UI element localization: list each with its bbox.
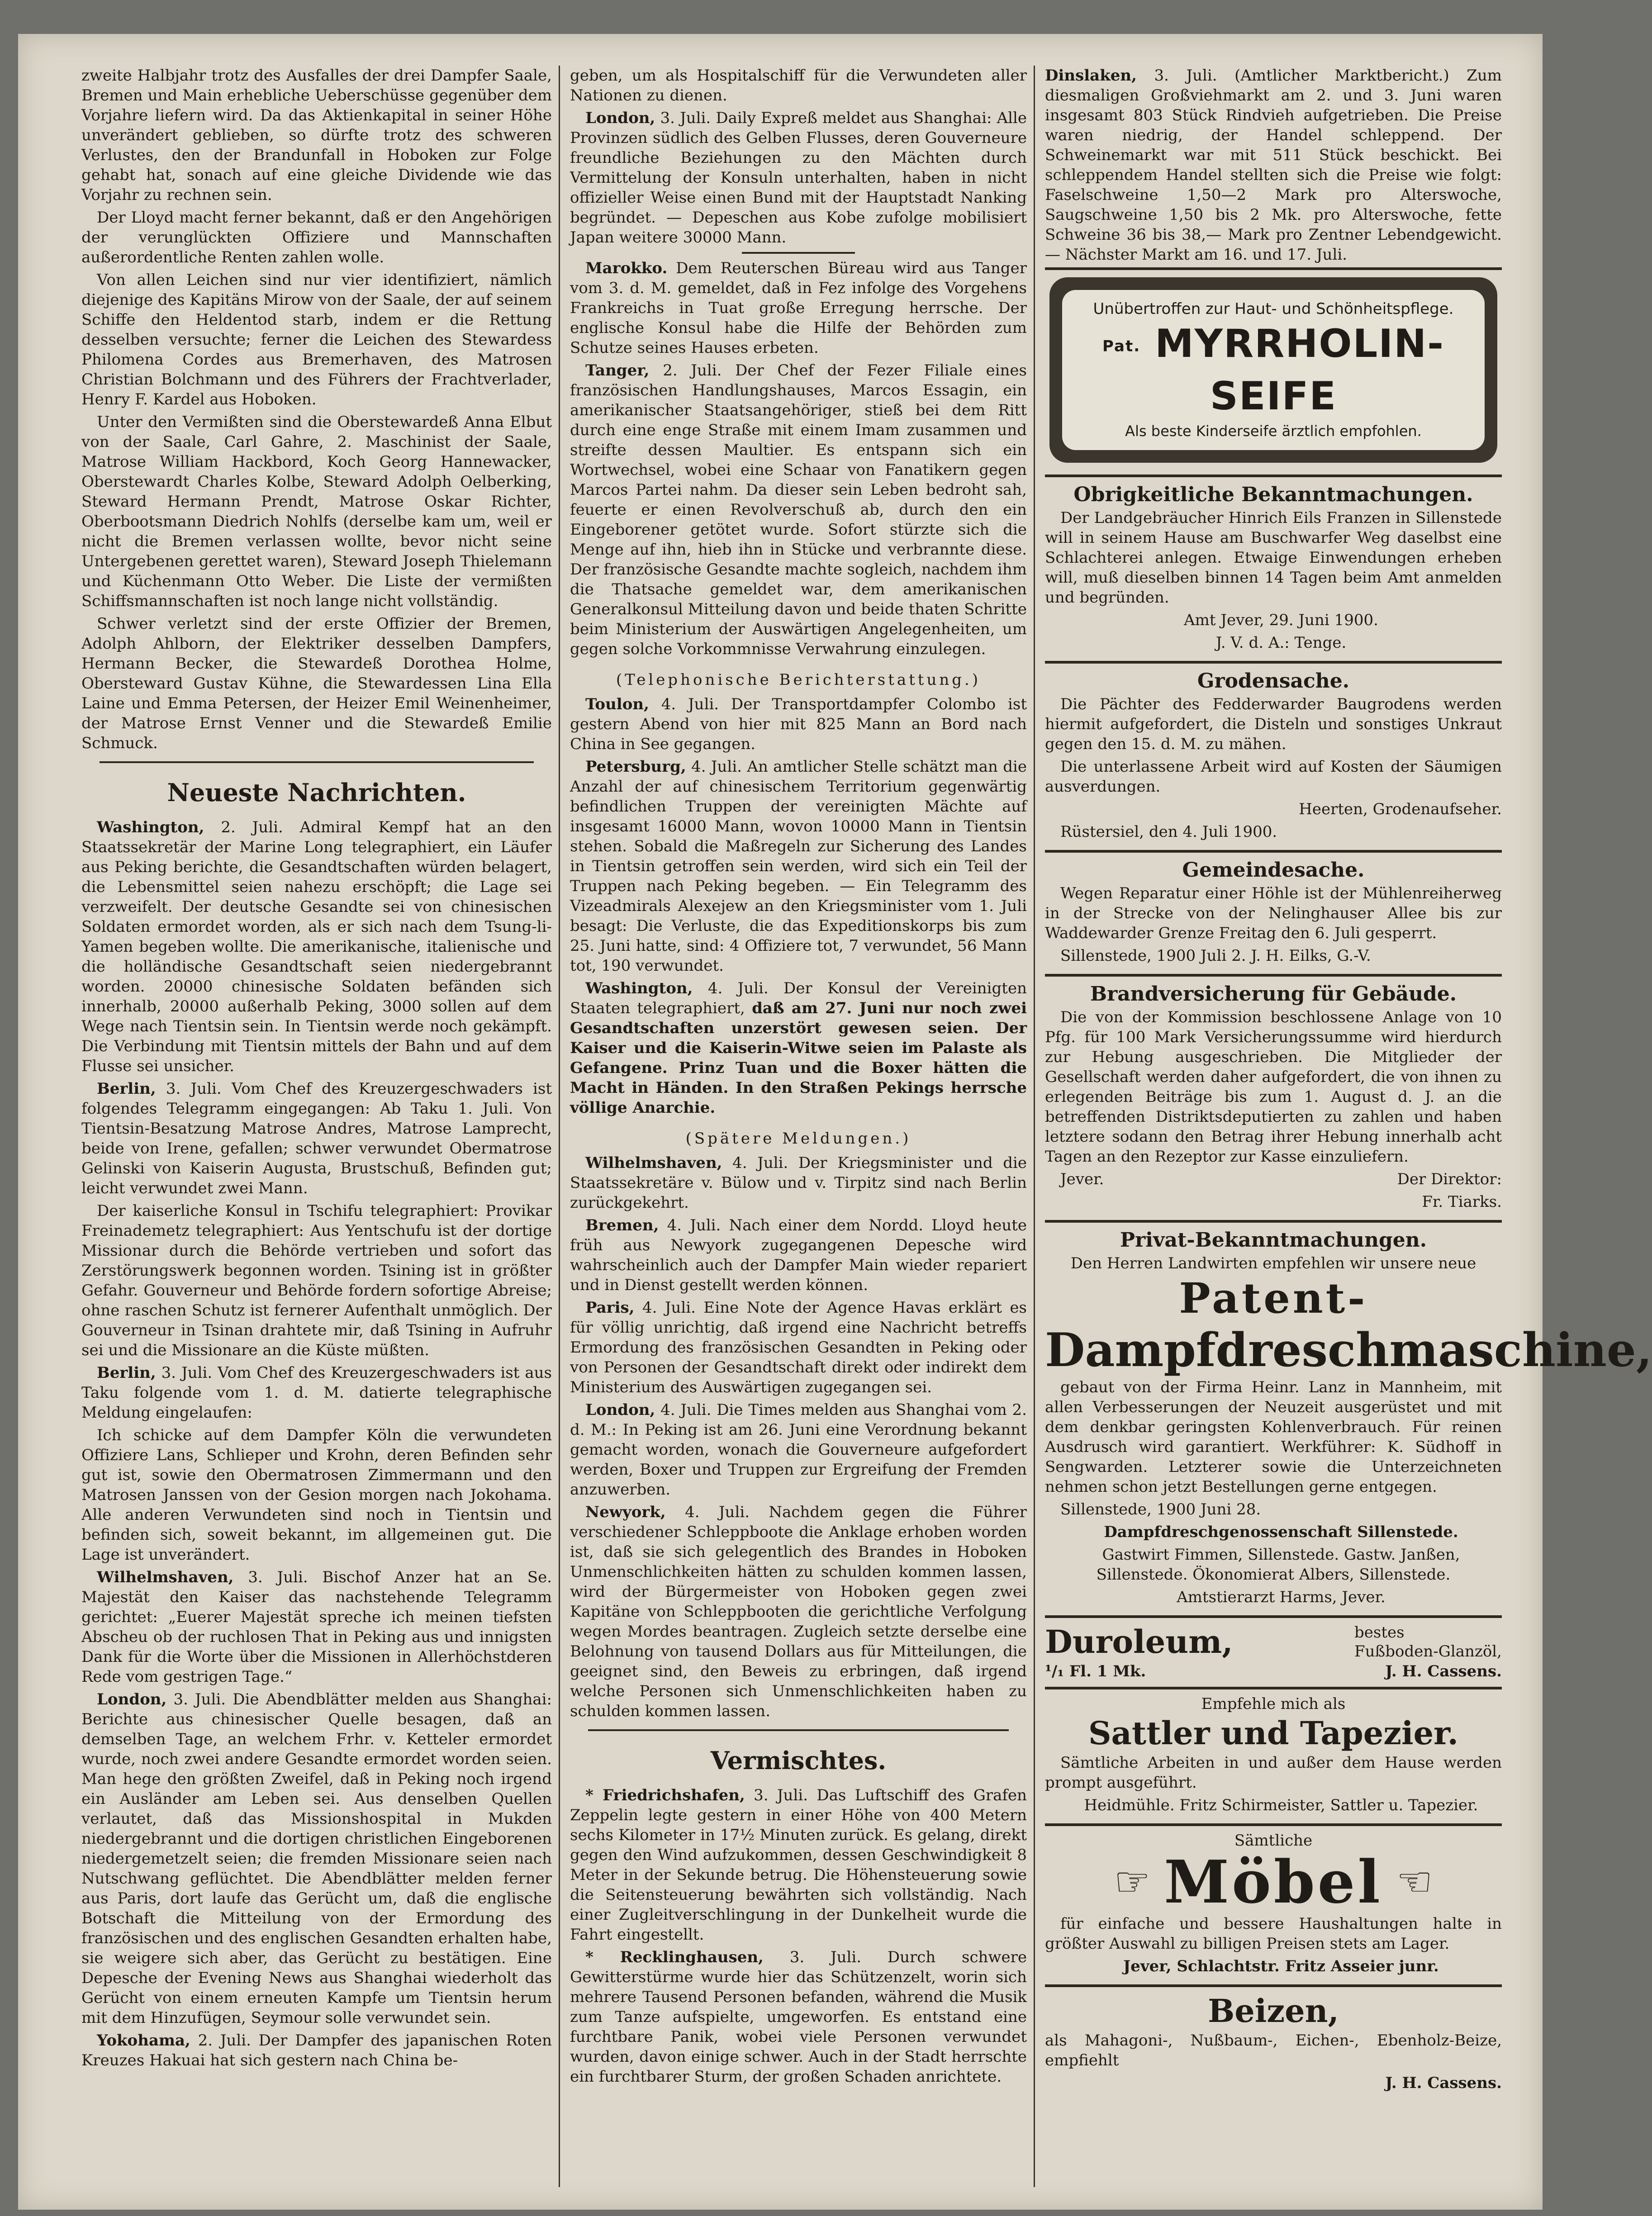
soap-ad-inner (1062, 290, 1485, 450)
notice-title: Brandversicherung für Gebäude. (1090, 982, 1457, 1006)
news-item (570, 978, 1027, 1118)
patent-place: Sillenstede, 1900 Juni 28. (1060, 1500, 1261, 1518)
notice-place (1045, 1169, 1502, 1189)
news-text: 2. Juli. Admiral Kempf hat an den Staatssekretär der Marine Long telegraphiert, ein Läufer aus Peking berichte, die Gesandtschaften würden belagert, die Lebensmittel seien nahezu erschöpft; die Lage sei verzweifelt. Der deutsche Gesandte sei von chinesischen Soldaten ermordet worden, als er sich nach dem Tsung-li-Yamen begeben wollte. Die amerikanische, italienische und die holländische Gesandtschaft seien niedergebrannt worden. 20000 chinesische Soldaten befänden sich innerhalb, 20000 außerhalb Peking, 3000 sollen auf dem Wege nach Tientsin sein. In Tientsin werde noch gekämpft. Die Verbindung mit Tientsin mittels der Bahn und auf dem Flusse sei unsicher. (81, 818, 552, 1075)
moebel-sign: Jever, Schlachtstr. Fritz Asseier junr. (1123, 1957, 1439, 1975)
notice-title: Grodensache. (1197, 669, 1350, 693)
dateline: Paris, (585, 1299, 635, 1317)
moebel-row (1045, 1847, 1502, 1917)
article-paragraph: geben, um als Hospitalschiff für die Verwundeten aller Nationen zu dienen. (570, 66, 1027, 104)
moebel-intro: Sämtliche (1234, 1831, 1313, 1850)
beizen-heading: Beizen, (1208, 1992, 1339, 2030)
dateline: London, (585, 1401, 655, 1419)
notice-brandversicherung (1045, 974, 1502, 1220)
soap-tagline: Unübertroffen zur Haut- und Schönheitspflege. (1093, 300, 1454, 318)
notice-text: Die von der Kommission beschlossene Anlage von 10 Pfg. für 100 Mark Versicherungssumme wird hierdurch zur Hebung ausgeschrieben. Die Mitglieder der Gesellschaft werden daher aufgefordert, die von ihnen zu erlegenden Beiträge bis zum 1. August d. J. an die betreffenden Distriktsdeputierten zu zahlen und haben letztere sodann den Betrag ihrer Hebung innerhalb acht Tagen an den Rezeptor zur Kasse einzuliefern. (1045, 1008, 1502, 1166)
article-paragraph: zweite Halbjahr trotz des Ausfalles der drei Dampfer Saale, Bremen und Main erhebliche Ueberschüsse gegenüber dem Vorjahre liefern wird. Da das Aktienkapital in seiner Höhe unverändert geblieben, so dürfte trotz des schweren Verlustes, den der Brandunfall in Hoboken zur Folge gehabt hat, sonach auf eine gleiche Dividende wie das Vorjahr zu rechnen sein. (81, 66, 552, 204)
news-text: 3. Juli. Vom Chef des Kreuzergeschwaders ist aus Taku folgende vom 1. d. M. datierte telegraphische Meldung eingelaufen: (81, 1364, 552, 1422)
official-notices (1045, 475, 1502, 661)
newspaper-page (18, 34, 1652, 2210)
divider (742, 252, 855, 254)
moebel-ad (1045, 1823, 1502, 1984)
dateline: London, (585, 109, 655, 127)
duroleum-desc (1354, 1623, 1502, 1661)
news-text: 4. Juli. Nachdem gegen die Führer verschiedener Schleppboote die Anklage erhoben worden ist, daß sie sich gelegentlich des Brandes in Hoboken Unmenschlichkeiten hätten zu schulden kommen lassen, wird der Bürgermeister von Hoboken gegen zwei Kapitäne von Schleppbooten die gerichtliche Verfolgung wegen Mordes beantragen. Zugleich setzte derselbe eine Belohnung von tausend Dollars aus für Mitteilungen, die geeignet sind, den Beweis zu erbringen, daß irgend welche Personen sich Unmenschlichkeiten haben zu schulden kommen lassen. (570, 1503, 1027, 1720)
news-item (570, 1502, 1027, 1721)
notice-place: Rüstersiel, den 4. Juli 1900. (1060, 822, 1277, 841)
news-item (81, 1363, 552, 1423)
news-text: Dem Reuterschen Büreau wird aus Tanger vom 3. d. M. gemeldet, daß in Fez infolge des Vorgehens Frankreichs in Tuat große Erregung herrsche. Der englische Konsul habe die Hilfe der Behörden zum Schutze seines Hauses erbeten. (570, 259, 1027, 357)
news-item (570, 1298, 1027, 1397)
moebel-heading: Möbel (1164, 1847, 1383, 1917)
patent-intro: Den Herren Landwirten empfehlen wir unsere neue (1070, 1254, 1476, 1272)
patent-sign: Gastwirt Fimmen, Sillenstede. Gastw. Janßen, Sillenstede. Ökonomierat Albers, Sillenstede. (1096, 1545, 1460, 1584)
sattler-sign: Heidmühle. Fritz Schirmeister, Sattler u. Tapezier. (1084, 1796, 1478, 1814)
beizen-ad (1045, 1984, 1502, 2101)
news-text: Der kaiserliche Konsul in Tschifu telegraphiert: Provikar Freinademetz telegraphiert: Aus Yentschufu ist der dortige Missionar durch die Behörde vertrieben und sofort das Zerstörungswerk begonnen worden. Tsining ist in größter Gefahr. Gouverneur und Behörde fordern sofortige Abreise; ohne raschen Schutz ist fernerer Aufenthalt unmöglich. Der Gouverneur in Tsinan drahtete mir, daß Tsining in Aufruhr sei und die Missionare an die Küste müßten. (81, 1202, 552, 1359)
section-title-misc: Vermischtes. (710, 1746, 887, 1775)
duroleum-sign: J. H. Cassens. (1385, 1662, 1502, 1680)
pointing-hand-right-icon: ☞ (1114, 1858, 1151, 1906)
market-report (1045, 66, 1502, 265)
soap-prefix: Pat. (1102, 337, 1141, 356)
patent-heading: Patent- (1179, 1273, 1368, 1323)
news-text: 3. Juli. (Amtlicher Marktbericht.) Zum diesmaligen Großviehmarkt am 2. und 3. Juni waren insgesamt 803 Stück Rindvieh aufgetrieben. Die Preise waren niedrig, der Handel schleppend. Der Schweinemarkt war mit 511 Stück beschickt. Bei schleppendem Handel stellten sich die Preise wie folgt: Faselschweine 1,50—2 Mark pro Alterswoche, Saugschweine 1,50 bis 2 Mk. pro Alterswoche, fette Schweine 36 bis 38,— Mark pro Zentner Lebendgewicht. — Nächster Markt am 16. und 17. Juli. (1045, 66, 1502, 264)
dateline: Berlin, (97, 1364, 156, 1382)
news-item (81, 1425, 552, 1565)
news-item (81, 1567, 552, 1687)
news-item (570, 694, 1027, 754)
dateline: * Friedrichshafen, (585, 1786, 745, 1804)
divider (588, 1729, 1009, 1731)
article-paragraph: Unter den Vermißten sind die Oberstewardeß Anna Elbut von der Saale, Carl Gahre, 2. Maschinist der Saale, Matrose William Hackbord, Koch Georg Hannewacker, Oberstewardt Charles Kolbe, Steward Adolph Oelberking, Steward Hermann Prendt, Matrose Oskar Richter, Oberbootsmann Diedrich Nohlfs (derselbe kam um, weil er nicht die Bremen verlassen wollte, bevor nicht seine Untergebenen gerettet waren), Steward Joseph Thielemann und Küchenmann Otto Weber. Die Liste der vermißten Schiffsmannschaften ist noch lange nicht vollständig. (81, 413, 552, 610)
news-item (570, 1400, 1027, 1499)
news-item (81, 1689, 552, 2028)
column-1 (81, 66, 552, 2073)
news-text: 3. Juli. Vom Chef des Kreuzergeschwaders ist folgendes Telegramm eingegangen: Ab Taku 1. Juli. Von Tientsin-Besatzung Matrose Andres, Matrose Lamprecht, beide von Irene, gefallen; schwer verwundet Obermatrose Gelinski von Kaiserin Augusta, Brustschuß, Befinden gut; leicht verwundet zwei Mann. (81, 1080, 552, 1197)
news-text: 3. Juli. Bischof Anzer hat an Se. Majestät den Kaiser das nachstehende Telegramm gerichtet: „Euerer Majestät spreche ich meinen tiefsten Abscheu ob der ruchlosen That in Peking aus und innigsten Dank für die Worte über die Missionen in Allerhöchstderen Rede vom gestrigen Tage.“ (81, 1568, 552, 1686)
notice-place: Amt Jever, 29. Juni 1900. (1184, 611, 1378, 629)
article-paragraph: Schwer verletzt sind der erste Offizier der Bremen, Adolph Ahlborn, der Elektriker desselben Dampfers, Hermann Becker, die Stewardeß Dorothea Holme, Obersteward Gustav Kühne, die Stewardessen Lina Ella Laine und Emma Petersen, der Heizer Emil Weinenheimer, der Matrose Ernst Venner und die Stewardeß Emilie Schmuck. (81, 615, 552, 752)
news-text: 2. Juli. Der Chef der Fezer Filiale eines französischen Handlungshauses, Marcos Essagin, ein amerikanischer Staatsangehöriger, stieß bei dem Ritt durch eine enge Straße mit einem Imam zusammen und streifte dessen Maultier. Es entspann sich ein Wortwechsel, wobei eine Schaar von Fanatikern gegen Marcos Partei nahm. Da dieser sein Leben bedroht sah, feuerte er einen Revolverschuß ab, durch den ein Eingeborener getötet wurde. Sofort stürzte sich die Menge auf ihn, hieb ihn in Stücke und verbrannte diese. Der französische Gesandte machte sogleich, nachdem ihm die Thatsache gemeldet war, dem amerikanischen Generalkonsul Mitteilung davon und beide thaten Schritte beim Ministerium der Auswärtigen Angelegenheiten, um gegen solche Vorkommnisse Verwahrung einzulegen. (570, 361, 1027, 658)
news-text: 3. Juli. Die Abendblätter melden aus Shanghai: Berichte aus chinesischer Quelle besagen, daß an demselben Tage, an welchem Frhr. v. Ketteler ermordet wurde, noch zwei andere Gesandte ermordet worden seien. Man hege den größten Zweifel, daß in Peking noch irgend ein Ausländer am Leben sei. Aus denselben Quellen verlautet, daß das Missionshospital in Mukden niedergebrannt und die dortigen christlichen Eingeborenen niedergemetzelt seien; die fremden Missionare seien nach Nutschwang geflüchtet. Die Abendblätter melden ferner aus Paris, dort laufe das Gerücht um, daß die englische Botschaft die Mitteilung von der Ermordung des französischen und des englischen Gesandten erhalten habe, sie weigere sich aber, das Gerücht zu bestätigen. Eine Depesche der Evening News aus Shanghai wiederholt das Gerücht von einem erneuten Kampfe um Tientsin herum mit dem Hinzufügen, Seymour solle verwundet sein. (81, 1690, 552, 2027)
duroleum-ad (1045, 1615, 1502, 1687)
dateline: * Recklinghausen, (585, 1948, 764, 1966)
patent-heading-2: Dampfdreschmaschine, (1045, 1323, 1652, 1377)
dateline: Newyork, (585, 1503, 666, 1521)
news-text: 4. Juli. An amtlicher Stelle schätzt man die Anzahl der auf chinesischem Territorium gegenwärtig befindlichen Truppen der vereinigten Mächte auf insgesamt 16000 Mann, wovon 10000 Mann in Tientsin stehen. Sobald die Maßregeln zur Sicherung des Landes in Tientsin getroffen sein werden, wird sich ein Teil der Truppen nach Peking begeben. — Ein Telegramm des Vizeadmirals Alexejew an den Kriegsminister vom 1. Juli besagt: Die Verluste, die das Expeditionskorps bis zum 25. Juni hatte, sind: 4 Offiziere tot, 7 verwundet, 56 Mann tot, 190 verwundet. (570, 758, 1027, 975)
news-item (570, 361, 1027, 659)
dateline: Berlin, (97, 1080, 156, 1098)
divider (100, 761, 534, 763)
dateline: Dinslaken, (1045, 66, 1137, 85)
column-rule-left (559, 66, 560, 2187)
news-text: 4. Juli. Der Transportdampfer Colombo ist gestern Abend von hier mit 825 Mann an Bord nach China in See gegangen. (570, 695, 1027, 753)
news-item (570, 258, 1027, 358)
dateline: Petersburg, (585, 758, 686, 776)
news-item (570, 757, 1027, 976)
section-title-news: Neueste Nachrichten. (167, 778, 466, 807)
notice-gemeinde (1045, 850, 1502, 974)
notice-sign: J. V. d. A.: Tenge. (1215, 633, 1347, 652)
news-text: 2. Juli. Der Dampfer des japanischen Roten Kreuzes Hakuai hat sich gestern nach China be- (81, 2031, 552, 2069)
column-3 (1045, 66, 1652, 2101)
subheading-telephone: (Telephonische Berichterstattung.) (616, 671, 981, 689)
news-text: 3. Juli. Durch schwere Gewitterstürme wurde hier das Schützenzelt, worin sich mehrere Tausend Personen befanden, während die Musik zum Tanze aufspielte, umgeworfen. Es entstand eine furchtbare Panik, wobei viele Personen verwundet wurden, davon einige schwer. Auch in der Stadt herrschte ein furchtbarer Sturm, der großen Schaden anrichtete. (570, 1948, 1027, 2086)
sattler-heading: Sattler und Tapezier. (1088, 1714, 1458, 1752)
private-notices-title: Privat-Bekanntmachungen. (1120, 1228, 1427, 1252)
soap-name: MYRRHOLIN-SEIFE (1155, 321, 1444, 419)
patent-sign: Dampfdreschgenossenschaft Sillenstede. (1104, 1523, 1458, 1541)
notice-text: Die Pächter des Fedderwarder Baugrodens werden hiermit aufgefordert, die Disteln und sonstiges Unkraut gegen den 15. d. M. zu mähen. (1045, 695, 1502, 753)
dateline: Toulon, (585, 695, 649, 713)
dateline: Yokohama, (97, 2031, 190, 2050)
news-text: 4. Juli. Der Kriegsminister und die Staatssekretäre v. Bülow und v. Tirpitz sind nach Berlin zurückgekehrt. (570, 1154, 1027, 1212)
news-item (81, 1079, 552, 1198)
notice-text: Wegen Reparatur einer Höhle ist der Mühlenreiherweg in der Strecke von der Nelinghauser Allee bis zur Waddewarder Grenze Freitag den 6. Juli gesperrt. (1045, 884, 1502, 942)
news-item (570, 1153, 1027, 1213)
notice-place: Sillenstede, 1900 Juli 2. J. H. Eilks, G.-V. (1060, 946, 1371, 965)
soap-ad-frame (1049, 277, 1497, 463)
notice-sign: Fr. Tiarks. (1422, 1192, 1502, 1211)
column-rule-right (1034, 66, 1035, 2187)
article-paragraph: Der Lloyd macht ferner bekannt, daß er den Angehörigen der verunglückten Offiziere und Mannschaften außerordentliche Renten zahlen wolle. (81, 209, 552, 266)
column-2 (570, 66, 1027, 2089)
news-text-bold: daß am 27. Juni nur noch zwei Gesandtschaften unzerstört gewesen seien. Der Kaiser und die Kaiserin-Witwe seien im Palaste als Gefangene. Prinz Tuan und die Boxer hätten die Macht in Händen. In den Straßen Pekings herrsche völlige Anarchie. (570, 999, 1027, 1117)
notice-place-text: Jever. (1060, 1170, 1104, 1188)
notice-groden (1045, 661, 1502, 850)
duroleum-brand: Duroleum, (1045, 1623, 1233, 1661)
duroleum-footer (1045, 1661, 1502, 1681)
sattler-ad (1045, 1687, 1502, 1823)
dateline: Wilhelmshaven, (585, 1154, 722, 1172)
news-text: 3. Juli. Daily Expreß meldet aus Shanghai: Alle Provinzen südlich des Gelben Flusses, deren Gouverneure freundliche Beziehungen zu den Mächten durch Vermittelung der Konsuln unterhalten, haben in nicht offizieller Weise einen Bund mit der Hauptstadt Nanking begründet. — Depeschen aus Kobe zufolge mobilisiert Japan weitere 30000 Mann. (570, 109, 1027, 247)
dateline: London, (97, 1690, 167, 1708)
beizen-sign: J. H. Cassens. (1385, 2074, 1502, 2092)
news-item (81, 817, 552, 1076)
news-text: 3. Juli. Das Luftschiff des Grafen Zeppelin legte gestern in einer Höhe von 400 Metern sechs Kilometer in 17½ Minuten zurück. Es gelang, direkt gegen den Wind aufzukommen, dessen Geschwindigkeit 8 Meter in der Sekunde betrug. Die Höhensteuerung sowie die Seitensteuerung bewährten sich vollständig. Nach einer Zugleitverschlingung in der Dunkelheit wurde die Fahrt eingestellt. (570, 1786, 1027, 1944)
notice-title: Gemeindesache. (1182, 858, 1365, 882)
patent-text: gebaut von der Firma Heinr. Lanz in Mannheim, mit allen Verbesserungen der Neuzeit ausgerüstet und mit dem denkbar geringsten Kohlenverbrauch. Für reinen Ausdrusch wird garantiert. Werkführer: K. Südhoff in Sengwarden. Letzterer sowie die Unterzeichneten nehmen schon jetzt Bestellungen gerne entgegen. (1045, 1378, 1502, 1496)
dateline: Washington, (585, 979, 693, 997)
sattler-intro: Empfehle mich als (1201, 1694, 1346, 1713)
moebel-text: für einfache und bessere Haushaltungen halte in größter Auswahl zu billigen Preisen stets am Lager. (1045, 1914, 1502, 1953)
news-item (81, 1201, 552, 1360)
news-item (570, 1215, 1027, 1295)
dateline: Washington, (97, 818, 204, 836)
official-notices-title: Obrigkeitliche Bekanntmachungen. (1073, 483, 1473, 506)
patent-sign: Amtstierarzt Harms, Jever. (1177, 1588, 1386, 1606)
soap-ad (1045, 267, 1502, 475)
sattler-text: Sämtliche Arbeiten in und außer dem Hause werden prompt ausgeführt. (1045, 1753, 1502, 1792)
news-text: 4. Juli. Eine Note der Agence Havas erklärt es für völlig unrichtig, daß irgend eine Nachricht betreffs Ermordung des französischen Gesandten in Peking oder von Personen der Gesandtschaft direkt oder indirekt dem Ministerium des Auswärtigen zugegangen sei. (570, 1299, 1027, 1396)
soap-subline: Als beste Kinderseife ärztlich empfohlen. (1125, 422, 1422, 440)
duroleum-desc-2: Fußboden-Glanzöl, (1354, 1642, 1502, 1661)
dateline: Tanger, (585, 361, 650, 380)
news-text: 4. Juli. Nach einer dem Nordd. Lloyd heute früh aus Newyork zugegangenen Depesche wird wahrscheinlich auch der Dampfer Main wieder repariert und in Dienst gestellt werden können. (570, 1216, 1027, 1294)
news-item (570, 1785, 1027, 1945)
pointing-hand-left-icon: ☜ (1396, 1858, 1433, 1906)
soap-brand (1071, 319, 1476, 421)
duroleum-desc-1: bestes (1354, 1623, 1405, 1642)
dateline: Bremen, (585, 1216, 659, 1234)
news-text: 4. Juli. Die Times melden aus Shanghai vom 2. d. M.: In Peking ist am 26. Juni eine Verordnung bekannt gemacht worden, wonach die Gouverneure aufgefordert werden, Boxer und Truppen zur Ergreifung der Fremden anzuwerben. (570, 1401, 1027, 1499)
duroleum-row (1045, 1623, 1502, 1661)
news-item (570, 108, 1027, 247)
subheading-later: (Spätere Meldungen.) (685, 1129, 911, 1148)
notice-role: Der Direktor: (1397, 1170, 1502, 1188)
dateline: Marokko. (585, 259, 668, 277)
article-paragraph: Von allen Leichen sind nur vier identifiziert, nämlich diejenige des Kapitäns Mirow von der Saale, der auf seinem Schiffe den Heldentod starb, indem er die Rettung desselben versuchte; ferner die Leichen des Stewardess Philomena Cordes aus Bremerhaven, des Matrosen Christian Bolchmann und des Führers der Frachtverlader, Henry F. Kardel aus Hoboken. (81, 271, 552, 408)
notice-sign: Heerten, Grodenaufseher. (1299, 800, 1502, 818)
news-item (81, 2031, 552, 2070)
beizen-text: als Mahagoni-, Nußbaum-, Eichen-, Ebenholz-Beize, empfiehlt (1045, 2031, 1502, 2069)
dateline: Wilhelmshaven, (97, 1568, 234, 1586)
duroleum-price: ¹/₁ Fl. 1 Mk. (1045, 1662, 1146, 1680)
news-text: Ich schicke auf dem Dampfer Köln die verwundeten Offiziere Lans, Schlieper und Krohn, deren Befinden sehr gut ist, sowie den Obermatrosen Zimmermann und den Matrosen Janssen von der Gesion morgen nach Jokohama. Alle anderen Verwundeten sind noch in Tientsin und befinden sich, soweit bekannt, im allgemeinen gut. Die Lage ist unverändert. (81, 1426, 552, 1564)
news-item (570, 1947, 1027, 2087)
notice-text: Der Landgebräucher Hinrich Eils Franzen in Sillenstede will in seinem Hause am Buschwarfer Weg daselbst eine Schlachterei anlegen. Etwaige Einwendungen erheben will, muß dieselben binnen 14 Tagen beim Amt anmelden und begründen. (1045, 508, 1502, 607)
news-text: 4. Juli. Der Konsul der Vereinigten Staaten telegraphiert, (570, 979, 1027, 1017)
private-notices (1045, 1220, 1652, 1615)
notice-text: Die unterlassene Arbeit wird auf Kosten der Säumigen ausverdungen. (1045, 757, 1502, 796)
